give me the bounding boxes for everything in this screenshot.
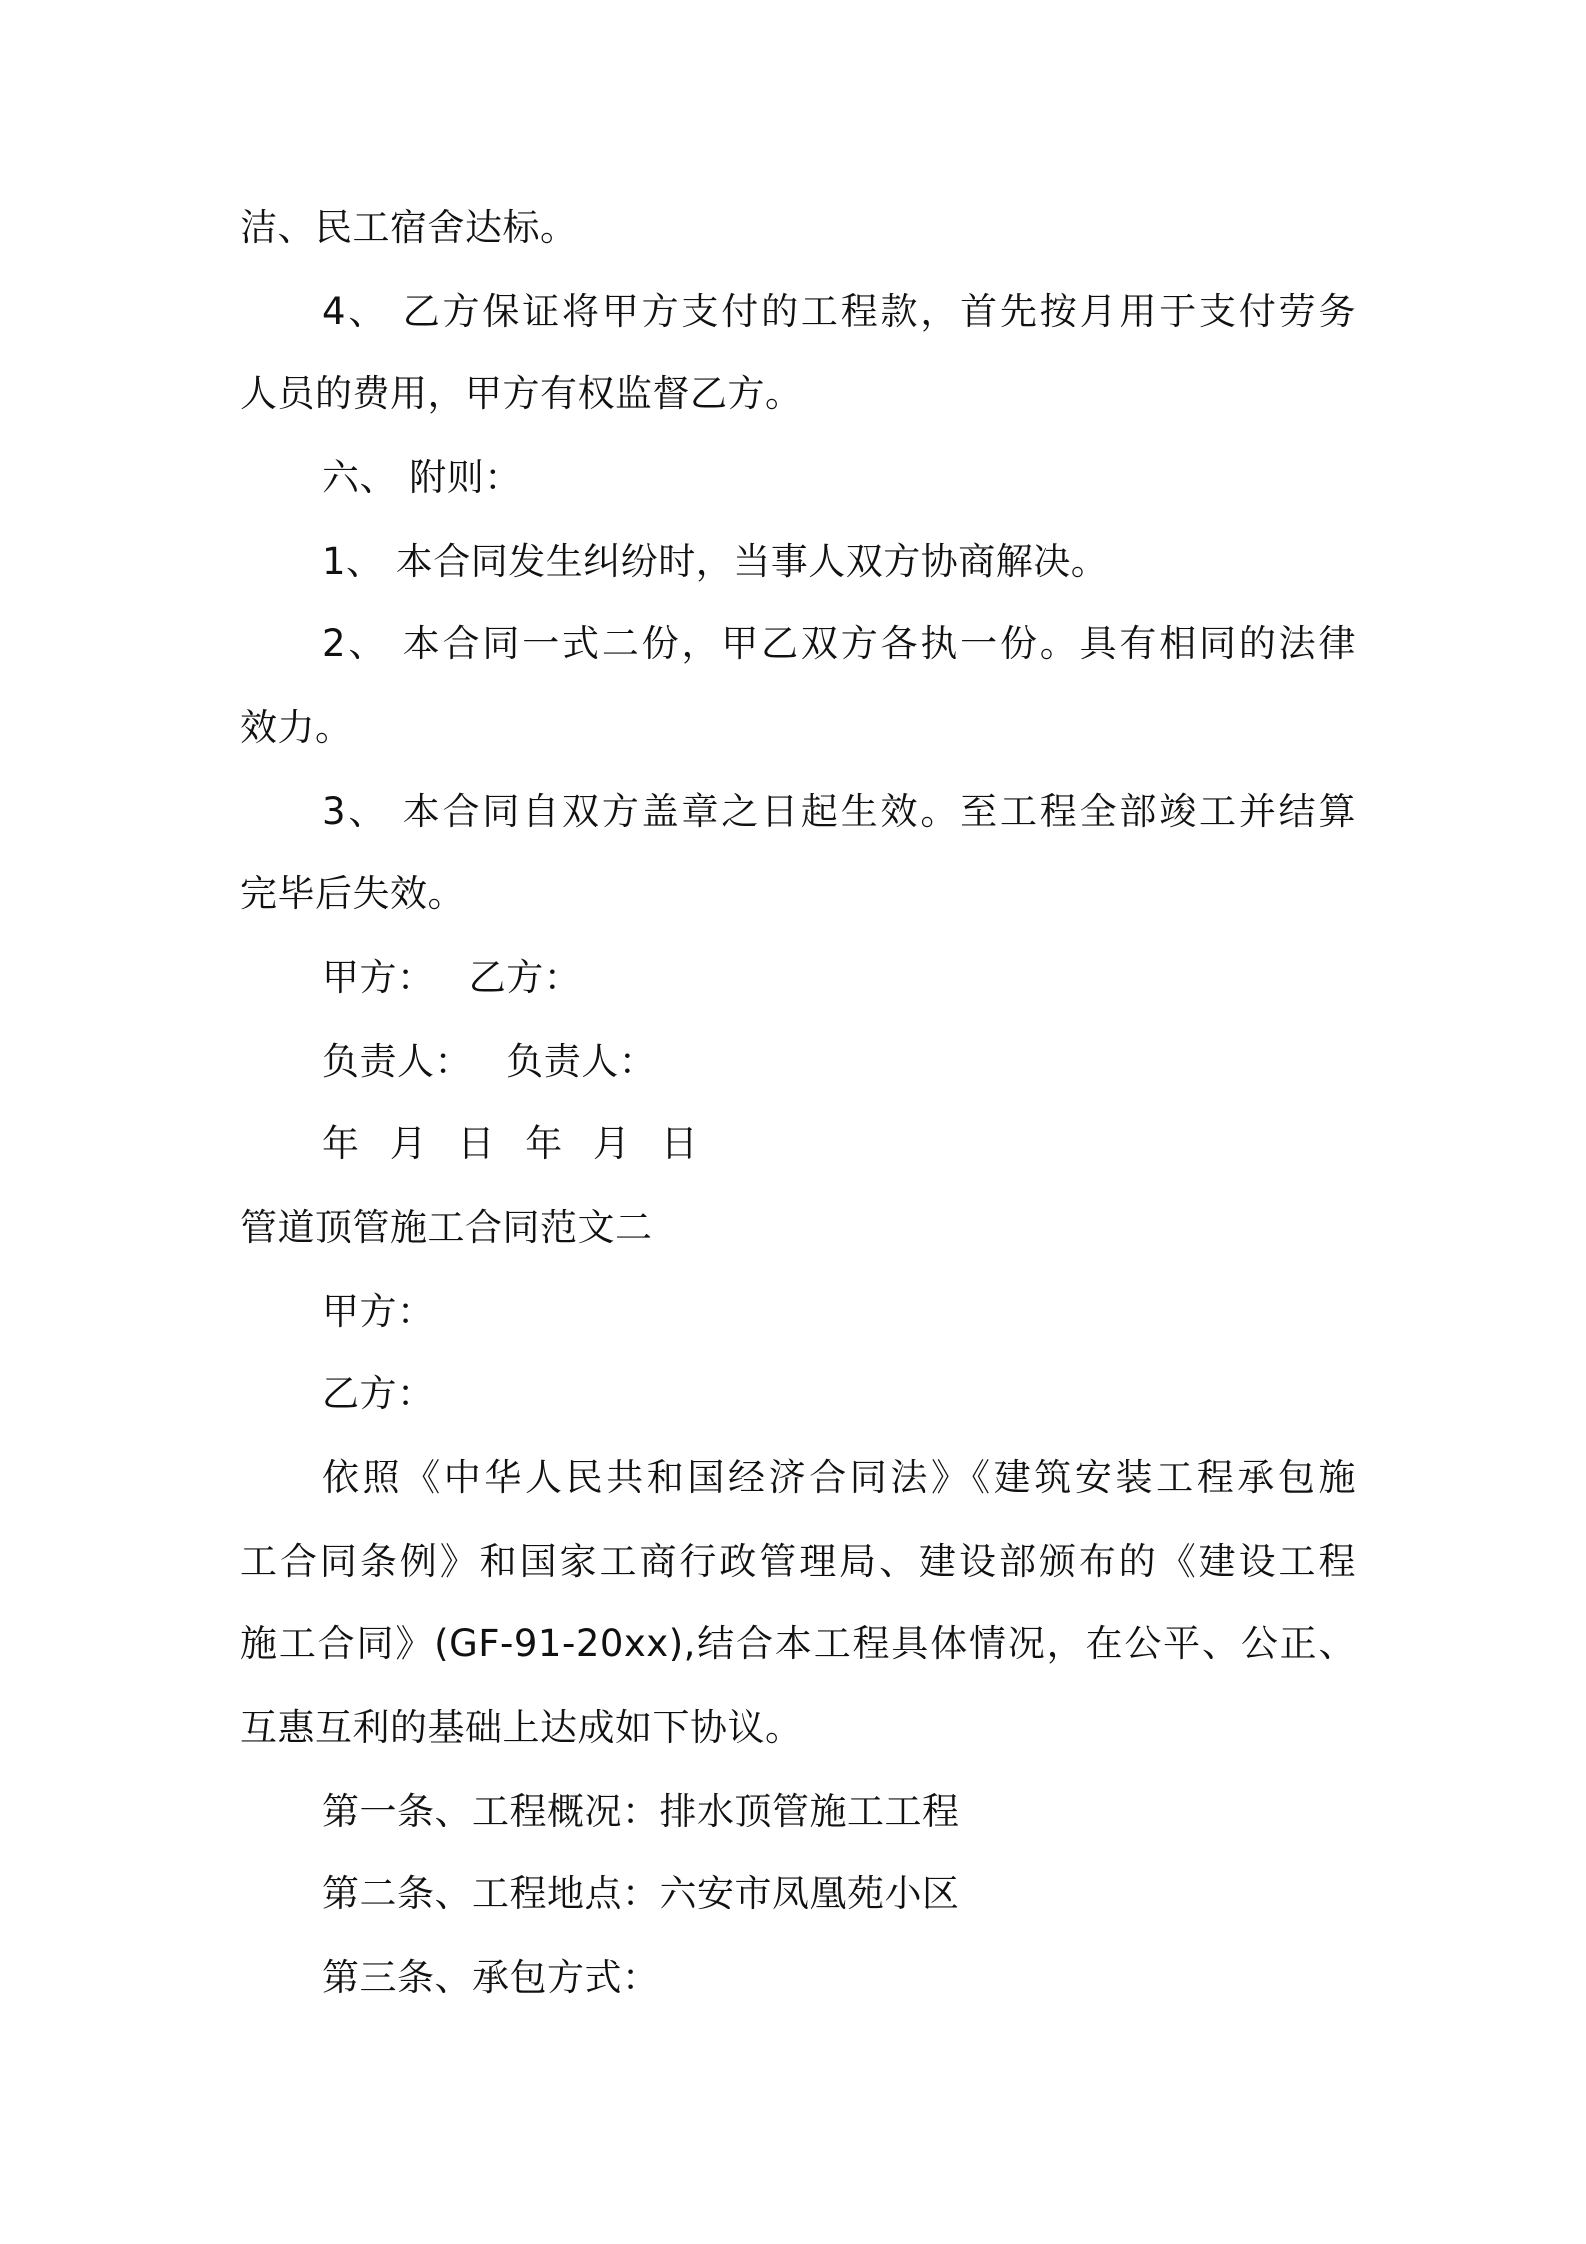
text-line-1: 洁、民工宿舍达标。	[240, 206, 578, 249]
signature-representatives: 负责人： 负责人：	[322, 1040, 657, 1083]
text-line-9: 完毕后失效。	[240, 872, 465, 915]
signature-parties: 甲方： 乙方：	[322, 956, 582, 999]
text-line-7: 效力。	[240, 706, 353, 749]
text-line-5: 1、 本合同发生纠纷时，当事人双方协商解决。	[322, 540, 1109, 583]
article-3: 第三条、承包方式：	[322, 1956, 660, 1999]
section-heading-appendix: 六、 附则：	[322, 456, 522, 499]
party-a-label: 甲方：	[322, 1290, 435, 1333]
text-line-17: 工合同条例》和国家工商行政管理局、建设部颁布的《建设工程	[240, 1540, 1356, 1583]
signature-dates: 年 月 日 年 月 日	[322, 1122, 699, 1165]
text-line-2: 4、 乙方保证将甲方支付的工程款，首先按月用于支付劳务	[322, 290, 1356, 333]
article-2: 第二条、工程地点：六安市凤凰苑小区	[322, 1872, 960, 1915]
text-line-3: 人员的费用，甲方有权监督乙方。	[240, 372, 803, 415]
party-b-label: 乙方：	[322, 1372, 435, 1415]
document-title-2: 管道顶管施工合同范文二	[240, 1206, 653, 1249]
text-line-6: 2、 本合同一式二份，甲乙双方各执一份。具有相同的法律	[322, 622, 1356, 665]
text-line-19: 互惠互利的基础上达成如下协议。	[240, 1706, 803, 1749]
text-line-8: 3、 本合同自双方盖章之日起生效。至工程全部竣工并结算	[322, 790, 1356, 833]
text-line-18: 施工合同》(GF-91-20xx),结合本工程具体情况，在公平、公正、	[240, 1622, 1356, 1665]
article-1: 第一条、工程概况：排水顶管施工工程	[322, 1790, 960, 1833]
text-line-16: 依照《中华人民共和国经济合同法》《建筑安装工程承包施	[322, 1456, 1356, 1499]
